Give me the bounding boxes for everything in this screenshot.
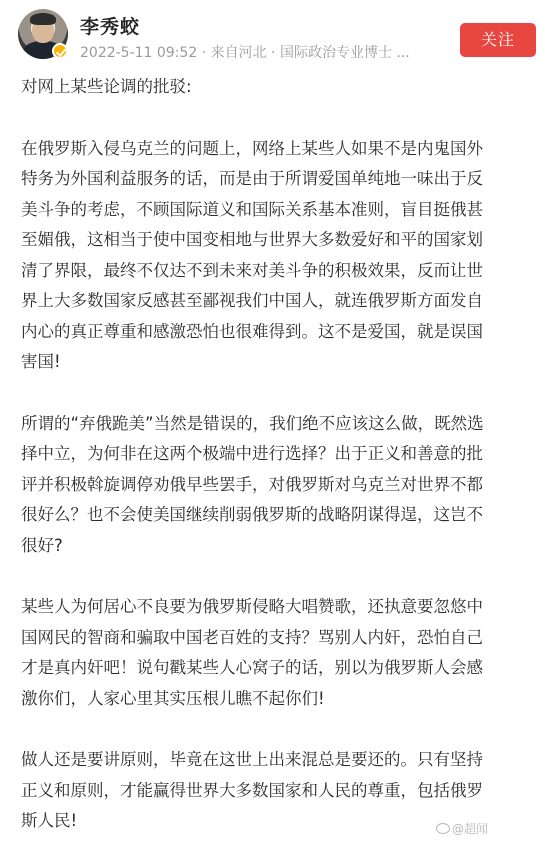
text-line: 害国!	[21, 352, 61, 371]
text-line: 国网民的智商和骗取中国老百姓的支持？骂别人内奸，恐怕自己	[21, 627, 483, 647]
paragraph-2	[21, 134, 541, 378]
text-line: 正义和原则，才能赢得世界大多数国家和人民的尊重，包括俄罗	[21, 780, 483, 800]
text-line: 特务为外国利益服务的话，而是由于所谓爱国单纯地一味出于反	[21, 169, 483, 188]
watermark-text: @超闻	[452, 822, 489, 836]
author-name[interactable]: 李秀蛟	[80, 16, 141, 38]
verified-badge-icon	[52, 43, 68, 59]
text-line: 很好么？也不会使美国继续削弱俄罗斯的战略阴谋得逞，这岂不	[21, 505, 483, 524]
text-line: 所谓的“弃俄跪美”当然是错误的，我们绝不应该这么做，既然选	[21, 413, 484, 433]
text-line: 在俄罗斯入侵乌克兰的问题上，网络上某些人如果不是内鬼国外	[21, 138, 483, 158]
post-meta: 2022-5-11 09:52 · 来自河北 · 国际政治专业博士 ...	[80, 45, 410, 61]
post-header	[0, 0, 554, 72]
text-line: 美斗争的考虑，不顾国际道义和国际关系基本准则，盲目挺俄甚	[21, 199, 483, 219]
text-line: 才是真内奸吧！说句戳某些人心窝子的话，别以为俄罗斯人会感	[21, 658, 483, 677]
text-line: 择中立，为何非在这两个极端中进行选择？出于正义和善意的批	[21, 444, 483, 463]
text-line: 做人还是要讲原则，毕竟在这世上出来混总是要还的。只有坚持	[21, 750, 483, 769]
watermark	[436, 820, 488, 837]
text-line: 很好?	[21, 535, 63, 555]
paragraph-4	[21, 592, 541, 714]
text-line: 斯人民!	[21, 811, 78, 830]
paragraph-3	[21, 409, 541, 562]
text-line: 至媚俄，这相当于使中国变相地与世界大多数爱好和平的国家划	[21, 230, 483, 249]
paragraph-1	[21, 72, 541, 103]
text-line: 内心的真正尊重和感激恐怕也很难得到。这不是爱国，就是误国	[21, 321, 483, 341]
text-line: 评并积极斡旋调停劝俄早些罢手，对俄罗斯对乌克兰对世界不都	[21, 474, 483, 494]
text-line: 清了界限，最终不仅达不到未来对美斗争的积极效果，反而让世	[21, 260, 483, 280]
post-body	[21, 72, 541, 837]
text-line: 对网上某些论调的批驳:	[21, 77, 192, 96]
weibo-logo-icon	[436, 823, 450, 834]
avatar-hair	[30, 13, 56, 25]
text-line: 界上大多数国家反感甚至鄙视我们中国人，就连俄罗斯方面发自	[21, 291, 483, 310]
text-line: 某些人为何居心不良要为俄罗斯侵略大唱赞歌，还执意要忽悠中	[21, 597, 483, 616]
text-line: 激你们，人家心里其实压根儿瞧不起你们!	[21, 688, 325, 708]
follow-button[interactable]: 关注	[460, 23, 536, 57]
